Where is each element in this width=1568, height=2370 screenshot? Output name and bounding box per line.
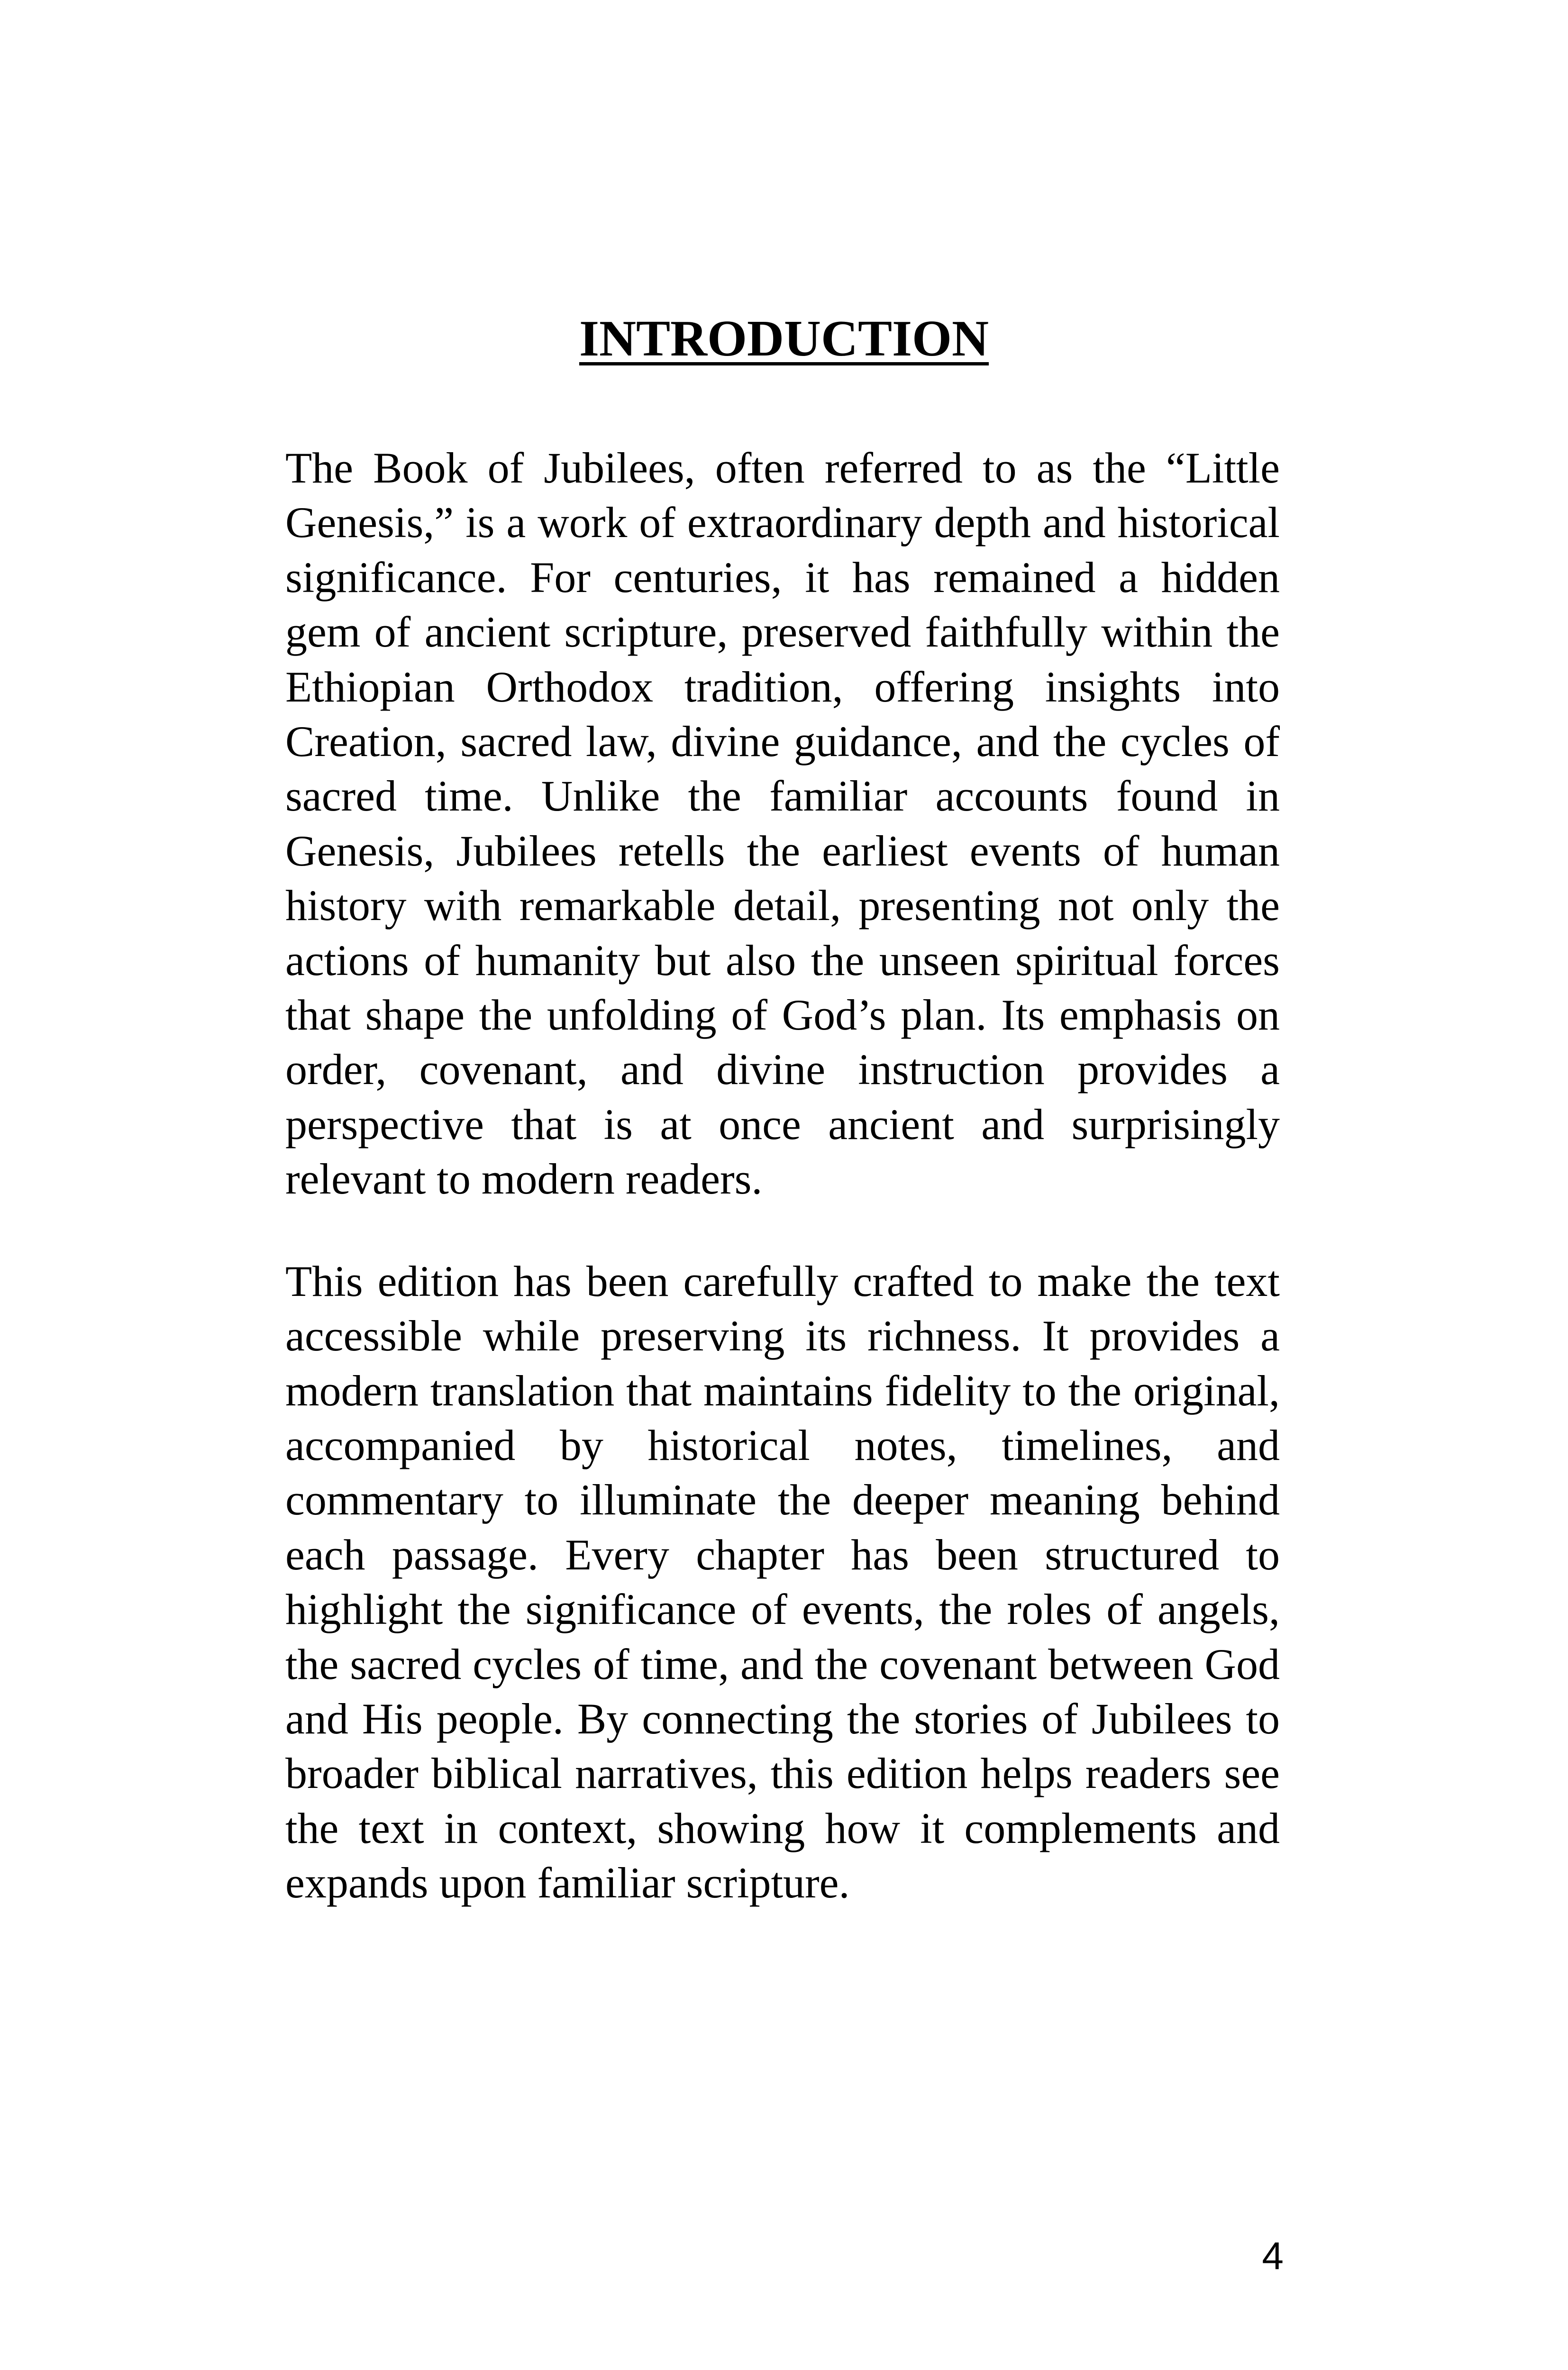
page-heading [0, 303, 1568, 374]
body-text [285, 441, 1280, 1911]
heading-text: INTRODUCTION [579, 310, 989, 367]
paragraph-2: This edition has been carefully crafted to make the text accessible while preserving its richness. It provides a modern translation that maintains fidelity to the original, accompanied by historical notes, timelines, and commentary to illuminate the deeper meaning behind each passage. Every chapter has been structured to highlight the significance of events, the roles of angels, the sacred cycles of time, and the covenant between God and His people. By connecting the stories of Jubilees to broader biblical narratives, this edition helps readers see the text in context, showing how it complements and expands upon familiar scripture. [285, 1257, 1280, 1907]
paragraph-1: The Book of Jubilees, often referred to as the “Little Genesis,” is a work of extraordinary depth and historical significance. For centuries, it has remained a hidden gem of ancient scripture, preserved faithfully within the Ethiopian Orthodox tradition, offering insights into Creation, sacred law, divine guidance, and the cycles of sacred time. Unlike the familiar accounts found in Genesis, Jubilees retells the earliest events of human history with remarkable detail, presenting not only the actions of humanity but also the unseen spiritual forces that shape the unfolding of God’s plan. Its emphasis on order, covenant, and divine instruction provides a perspective that is at once ancient and surprisingly relevant to modern readers. [285, 444, 1280, 1203]
page-number: 4 [1262, 2234, 1284, 2278]
